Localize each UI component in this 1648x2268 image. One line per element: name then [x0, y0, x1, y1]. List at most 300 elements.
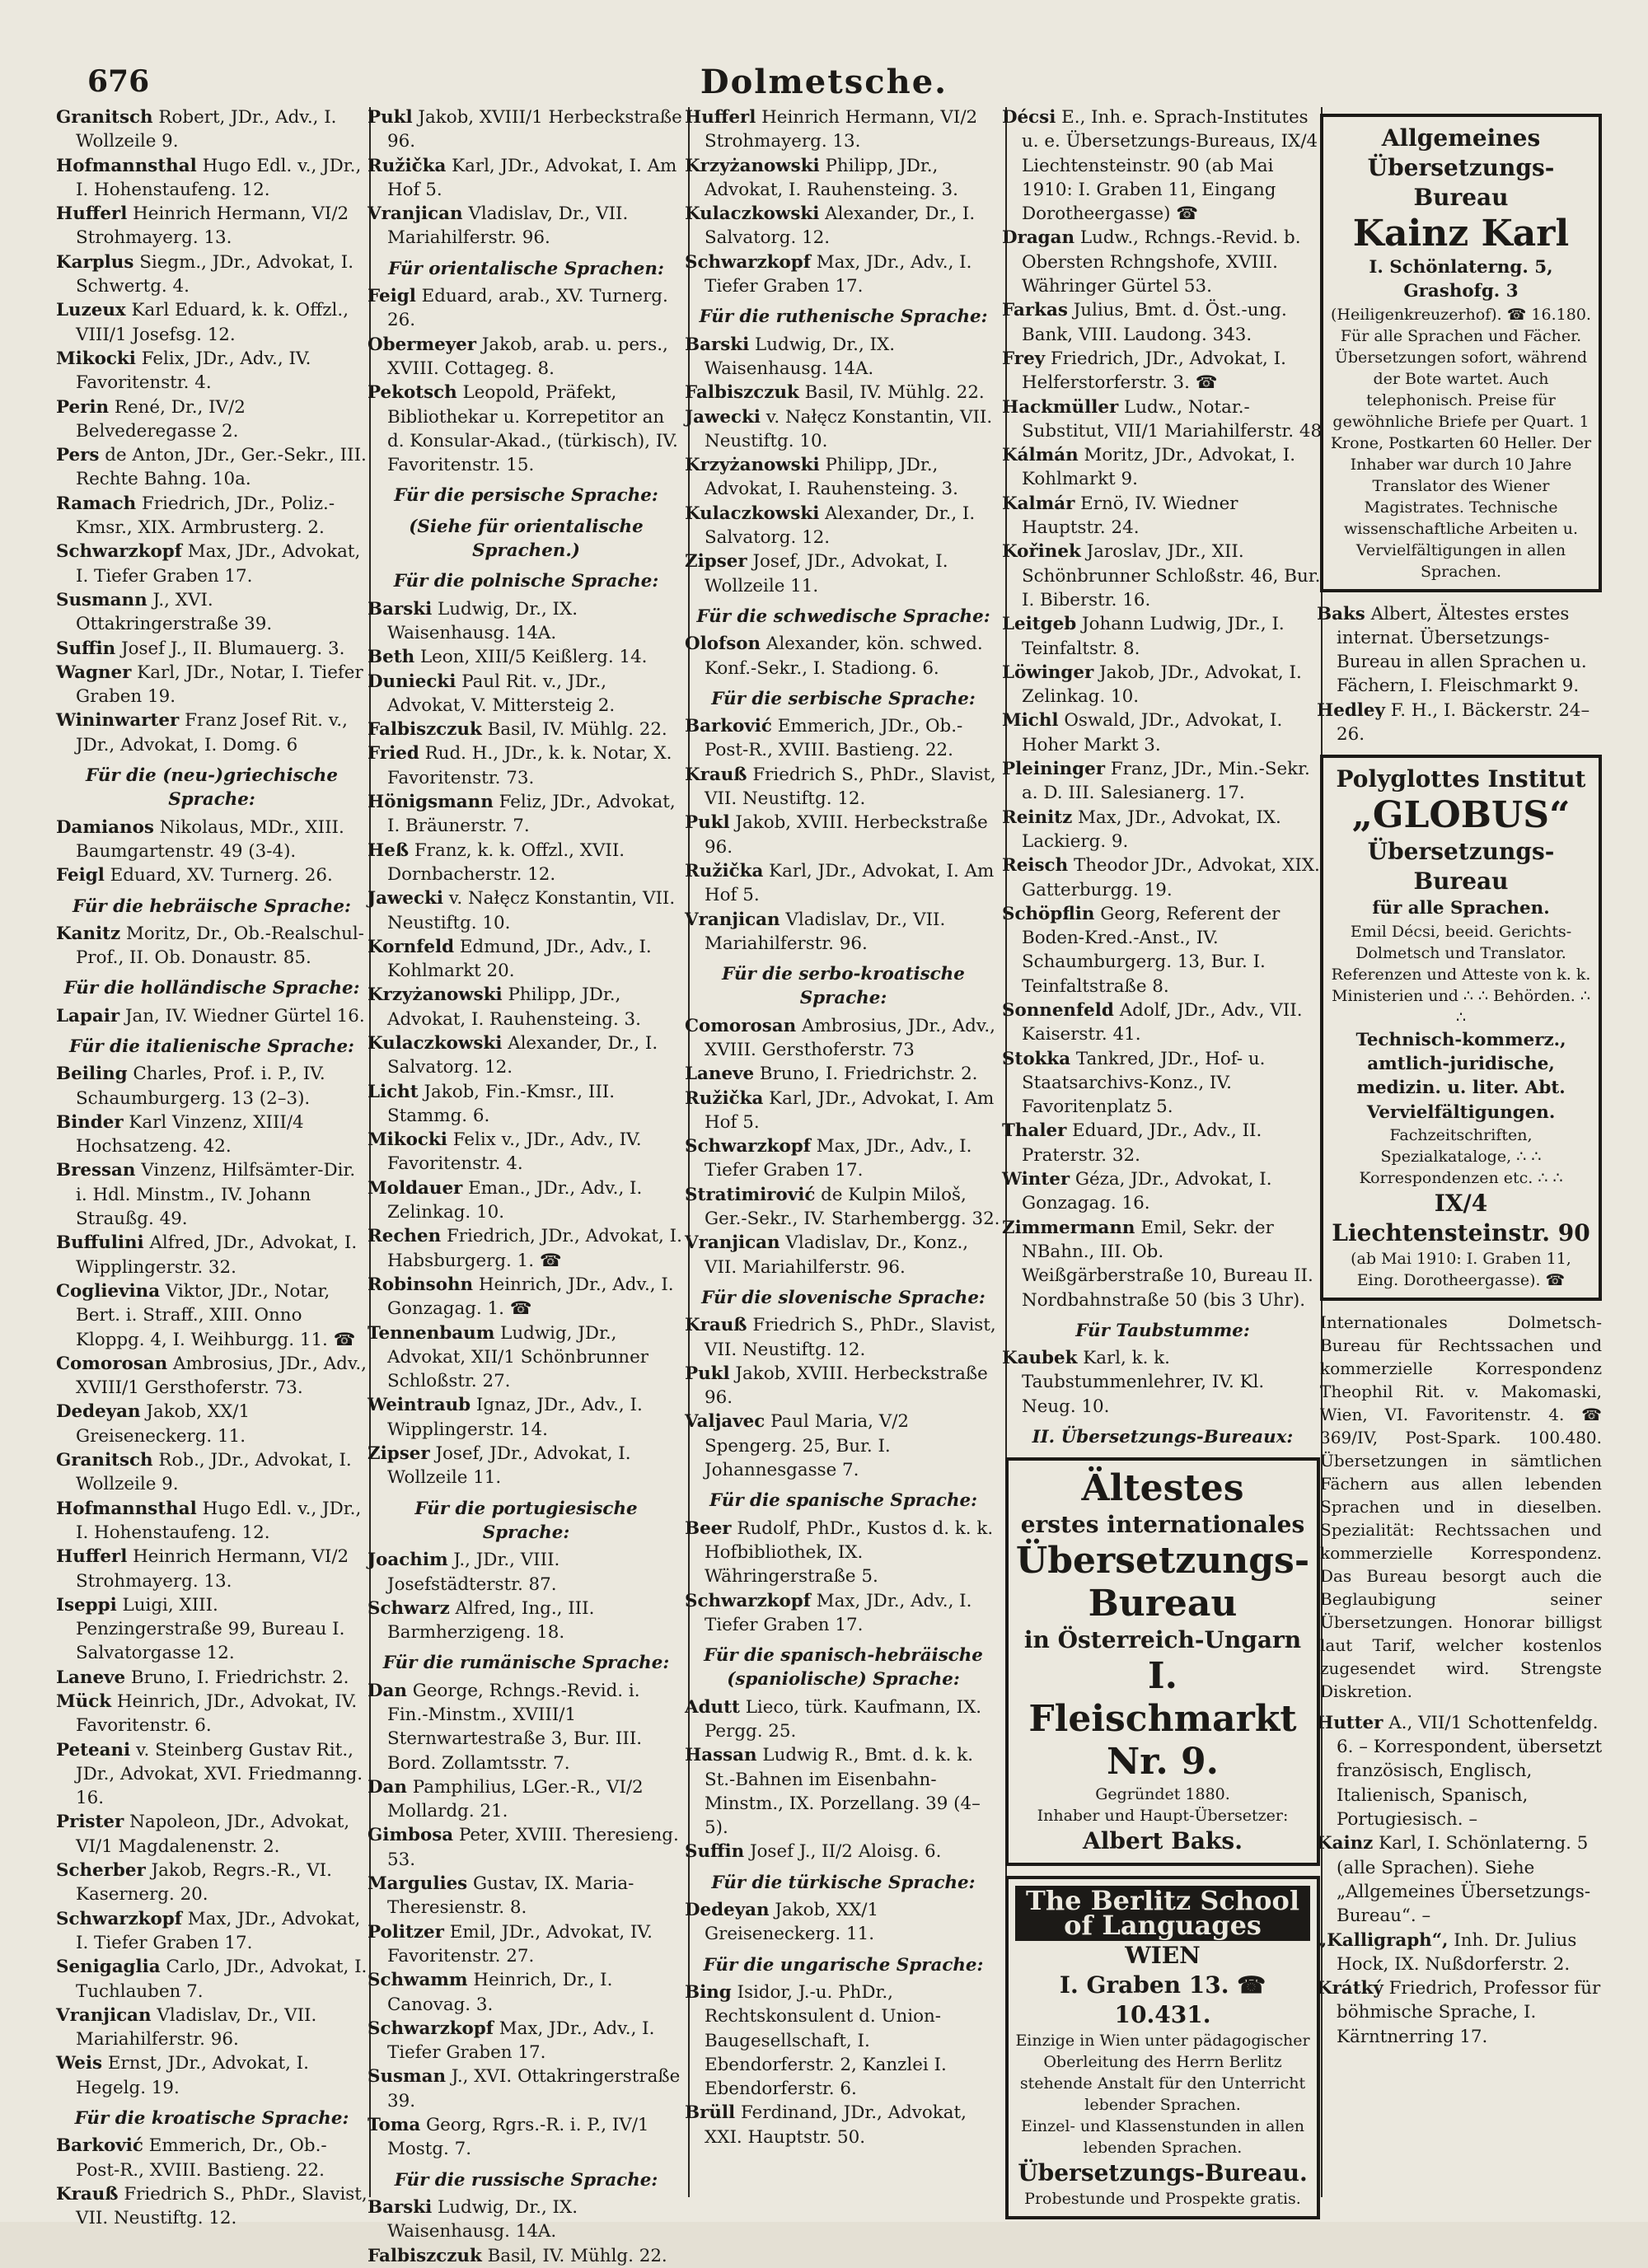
entry-name: Baks	[1317, 603, 1365, 624]
ad-line: Für alle Sprachen und Fächer. Übersetzungen sofort, während der Bote wartet. Auch telephonisch. Preise für gewöhnliche Briefe per Quart. 1 Krone, Postkarten 60 Heller. Der Inhaber war durch 10 Jahre Translator des Wiener Magistrates. Technische wissenschaftliche Arbeiten u. Vervielfältigungen in allen Sprachen.	[1330, 326, 1592, 581]
entry-detail: Oswald, JDr., Advokat, I. Hoher Markt 3.	[1022, 710, 1283, 755]
entry-name: Schwarzkopf	[368, 2018, 494, 2039]
entry-detail: Edmund, JDr., Adv., I. Kohlmarkt 20.	[387, 936, 652, 982]
advertisement-box	[1005, 1457, 1320, 1866]
entry-name: Weintraub	[368, 1395, 471, 1416]
entry-detail: Ludwig, Dr., IX. Waisenhausg. 14A.	[387, 598, 578, 643]
directory-entry	[1002, 902, 1323, 998]
entry-detail: Moritz, Dr., Ob.-Realschul-Prof., II. Ob. Donaustr. 85.	[76, 923, 364, 969]
section-heading: Für die russische Sprache:	[394, 2169, 658, 2191]
advertisement-box	[1005, 1876, 1320, 2219]
ad-line: Ältestes	[1081, 1467, 1244, 1510]
directory-entry	[1002, 708, 1323, 757]
directory-entry	[685, 1743, 1002, 1840]
entry-detail: Karl, JDr., Notar, I. Tiefer Graben 19.	[76, 662, 363, 708]
ad-line: erstes internationales	[1020, 1511, 1305, 1539]
entry-detail: Basil, IV. Mühlg. 22.	[487, 2245, 667, 2266]
entry-name: „Kalligraph“,	[1317, 1929, 1449, 1951]
entry-detail: Ludwig, JDr., Advokat, XII/1 Schönbrunner Schloßstr. 27.	[387, 1322, 648, 1392]
ad-line: Fachzeitschriften, Spezialkataloge, ∴ ∴ Korrespondenzen etc. ∴ ∴	[1359, 1125, 1563, 1187]
directory-entry	[1002, 1047, 1323, 1120]
ad-line: Technisch-kommerz., amtlich-juridische, medizin. u. liter. Abt.	[1355, 1029, 1566, 1099]
entry-name: Kulaczkowski	[685, 203, 820, 225]
entry-name: Ramach	[56, 493, 137, 514]
entry-detail: René, Dr., IV/2 Belvederegasse 2.	[76, 396, 246, 442]
entry-detail: Inh. Dr. Julius Hock, IX. Nußdorferstr. 2.	[1337, 1929, 1577, 1975]
directory-entry	[56, 1907, 368, 1956]
directory-entry	[368, 670, 685, 718]
directory-entry	[368, 1442, 685, 1490]
entry-name: Falbiszczuk	[685, 382, 799, 404]
directory-entry	[368, 1872, 685, 1920]
directory-entry	[56, 1231, 368, 1279]
ad-line: Einzel- und Klassenstunden in allen lebenden Sprachen.	[1020, 2116, 1305, 2157]
entry-name: Leitgeb	[1002, 614, 1077, 635]
entry-name: Politzer	[368, 1921, 444, 1943]
entry-name: Scherber	[56, 1860, 146, 1882]
entry-detail: Ernö, IV. Wiedner Hauptstr. 24.	[1022, 493, 1238, 539]
directory-entry	[1317, 1929, 1605, 1977]
directory-entry	[1002, 226, 1323, 298]
entry-detail: Friedrich S., PhDr., Slavist, VII. Neustiftg. 12.	[705, 1315, 996, 1360]
directory-entry	[368, 1597, 685, 1645]
directory-entry	[685, 714, 1002, 763]
directory-entry	[368, 333, 685, 381]
directory-entry	[56, 1859, 368, 1907]
entry-name: Margulies	[368, 1873, 468, 1895]
directory-entry	[368, 1273, 685, 1321]
entry-detail: Nikolaus, MDr., XIII. Baumgartenstr. 49 (3-4).	[76, 816, 344, 862]
entry-detail: Emmerich, Dr., Ob.-Post-R., XVIII. Bastieng. 22.	[76, 2135, 327, 2181]
section-heading: Für die serbo-kroatische Sprache:	[722, 964, 965, 1009]
entry-detail: Max, JDr., Adv., I. Tiefer Graben 17.	[705, 251, 972, 297]
section-heading: Für die persische Sprache:	[394, 485, 658, 507]
entry-name: Binder	[56, 1111, 124, 1133]
directory-entry	[368, 1775, 685, 1824]
directory-entry	[685, 1087, 1002, 1135]
entry-name: Robinsohn	[368, 1274, 474, 1295]
directory-entry	[685, 154, 1002, 203]
entry-detail: Rud. H., JDr., k. k. Notar, X. Favoritenstr. 73.	[387, 743, 672, 788]
entry-detail: Jan, IV. Wiedner Gürtel 16.	[124, 1005, 365, 1026]
entry-name: Mikocki	[56, 348, 136, 369]
entry-name: Mikocki	[368, 1129, 447, 1151]
entry-name: Suffin	[685, 1841, 745, 1863]
directory-entry	[685, 2101, 1002, 2149]
directory-entry	[685, 502, 1002, 550]
entry-detail: Georg, Rgrs.-R. i. P., IV/1 Mostg. 7.	[387, 2115, 649, 2160]
entry-detail: Heinrich, JDr., Advokat, IV. Favoritenstr. 6.	[76, 1691, 358, 1737]
directory-entry	[368, 105, 685, 154]
section-heading: Für die serbische Sprache:	[711, 688, 976, 709]
ad-line: WIEN	[1125, 1941, 1201, 1969]
entry-name: Reinitz	[1002, 807, 1073, 828]
entry-name: Beiling	[56, 1064, 128, 1085]
entry-detail: Emil, Sekr. der NBahn., III. Ob. Weißgärberstraße 10, Bureau II. Nordbahnstraße 50 (bis 3 Uhr).	[1022, 1217, 1313, 1311]
entry-detail: Rob., JDr., Advokat, I. Wollzeile 9.	[76, 1450, 352, 1495]
entry-detail: Friedrich, Professor für böhmische Sprache, I. Kärntnerring 17.	[1337, 1978, 1601, 2047]
ad-line: Albert Baks.	[1083, 1827, 1243, 1855]
entry-name: Kulaczkowski	[685, 503, 820, 524]
directory-entry	[368, 2065, 685, 2113]
entry-name: Löwinger	[1002, 662, 1094, 683]
directory-entry	[56, 1955, 368, 2004]
directory-entry	[685, 1898, 1002, 1947]
section-note: (Siehe für orientalische Sprachen.)	[409, 516, 644, 562]
entry-name: Schwarzkopf	[685, 1136, 811, 1157]
directory-entry	[56, 540, 368, 588]
entry-name: Beth	[368, 647, 415, 668]
directory-entry	[368, 1128, 685, 1176]
entry-detail: Vladislav, Dr., Konz., VII. Mariahilferstr. 96.	[705, 1232, 969, 1278]
entry-detail: Vinzenz, Hilfsämter-Dir. i. Hdl. Minstm., IV. Johann Straußg. 49.	[76, 1160, 356, 1230]
directory-entry	[1317, 699, 1605, 747]
entry-detail: Friedrich, JDr., Advokat, I. Habsburgerg. 1. ☎	[387, 1226, 682, 1271]
entry-name: Pukl	[685, 1363, 730, 1384]
entry-detail: de Kulpin Miloš, Ger.-Sekr., IV. Starhembergg. 32.	[705, 1184, 1000, 1230]
ad-line: Inhaber und Haupt-Übersetzer:	[1037, 1807, 1289, 1826]
section-heading: Für die rumänische Sprache:	[382, 1653, 670, 1674]
entry-detail: Jakob, XVIII. Herbeckstraße 96.	[705, 1363, 988, 1409]
directory-entry	[368, 1224, 685, 1273]
entry-detail: Franz, JDr., Min.-Sekr. a. D. III. Salesianerg. 17.	[1022, 759, 1310, 804]
directory-entry	[56, 922, 368, 970]
entry-name: Reisch	[1002, 855, 1069, 877]
entry-name: Kalmár	[1002, 493, 1075, 514]
entry-detail: Josef, JDr., Advokat, I. Wollzeile 11.	[387, 1443, 631, 1489]
entry-name: Ružička	[685, 1087, 764, 1109]
directory-entry	[685, 1589, 1002, 1638]
entry-detail: Luigi, XIII. Penzingerstraße 99, Bureau I. Salvatorgasse 12.	[76, 1594, 345, 1664]
entry-name: Granitsch	[56, 1450, 153, 1471]
directory-entry	[368, 381, 685, 477]
entry-detail: Friedrich, JDr., Poliz.-Kmsr., XIX. Armbrusterg. 2.	[76, 493, 335, 539]
directory-entry	[685, 250, 1002, 299]
entry-name: Jawecki	[368, 888, 443, 910]
directory-entry	[685, 1313, 1002, 1362]
section-heading: Für die kroatische Sprache:	[74, 2108, 349, 2130]
entry-detail: Alexander, Dr., I. Salvatorg. 12.	[387, 1032, 658, 1078]
entry-detail: Hugo Edl. v., JDr., I. Hohenstaufeng. 12.	[76, 155, 362, 200]
entry-name: Laneve	[685, 1064, 755, 1085]
directory-entry	[368, 718, 685, 741]
entry-detail: Ignaz, JDr., Adv., I. Wipplingerstr. 14.	[387, 1395, 643, 1440]
directory-entry	[685, 1980, 1002, 2101]
entry-detail: Basil, IV. Mühlg. 22.	[487, 719, 667, 741]
entry-detail: Karl Vinzenz, XIII/4 Hochsatzeng. 42.	[76, 1111, 304, 1157]
entry-detail: Karl, JDr., Advokat, I. Am Hof 5.	[387, 155, 677, 200]
entry-detail: Ferdinand, JDr., Advokat, XXI. Hauptstr. 50.	[705, 2102, 967, 2148]
entry-detail: Adolf, JDr., Adv., VII. Kaiserstr. 41.	[1022, 999, 1303, 1045]
entry-name: Falbiszczuk	[368, 2245, 482, 2266]
entry-detail: Max, JDr., Advokat, I. Tiefer Graben 17.	[76, 1908, 361, 1953]
entry-name: Décsi	[1002, 107, 1056, 128]
entry-detail: Eduard, XV. Turnerg. 26.	[110, 865, 333, 886]
directory-entry	[56, 250, 368, 299]
directory-entry	[56, 588, 368, 637]
entry-name: Sonnenfeld	[1002, 999, 1114, 1021]
directory-entry	[685, 333, 1002, 381]
entry-name: Duniecki	[368, 671, 456, 692]
entry-detail: Isidor, J.-u. PhDr., Rechtskonsulent d. Union-Baugesellschaft, I. Ebendorferstr. 2, Kanzlei I. Ebendorferstr. 6.	[705, 1981, 947, 2100]
section-heading: Für die ruthenische Sprache:	[699, 306, 988, 328]
entry-name: Schöpflin	[1002, 903, 1095, 924]
entry-name: Comorosan	[685, 1015, 797, 1036]
entry-name: Hackmüller	[1002, 396, 1119, 418]
entry-detail: Josef J., II/2 Aloisg. 6.	[750, 1841, 942, 1863]
entry-detail: Theodor JDr., Advokat, XIX. Gatterburgg. 19.	[1022, 855, 1320, 900]
ad-line: Vervielfältigungen.	[1366, 1101, 1556, 1123]
entry-name: Hufferl	[685, 107, 756, 128]
entry-name: Zipser	[685, 551, 747, 573]
entry-detail: Karl, JDr., Advokat, I. Am Hof 5.	[705, 860, 995, 906]
directory-entry	[368, 1080, 685, 1129]
column-4	[1002, 105, 1323, 2208]
entry-detail: Vladislav, Dr., VII. Mariahilferstr. 96.	[705, 909, 946, 954]
entry-name: Rechen	[368, 1226, 442, 1247]
directory-entry	[56, 863, 368, 887]
entry-name: Coglievina	[56, 1280, 161, 1302]
entry-detail: Paul Maria, V/2 Spengerg. 25, Bur. I. Johannesgasse 7.	[705, 1411, 910, 1481]
entry-detail: Felix, JDr., Adv., IV. Favoritenstr. 4.	[76, 348, 311, 394]
directory-entry	[56, 1738, 368, 1811]
directory-entry	[1002, 806, 1323, 854]
directory-entry	[368, 983, 685, 1031]
entry-name: Krauß	[685, 1315, 747, 1336]
directory-entry	[685, 1840, 1002, 1864]
entry-detail: Ludwig, Dr., IX. Waisenhausg. 14A.	[387, 2196, 578, 2242]
section-heading: Für Taubstumme:	[1075, 1320, 1250, 1341]
directory-entry	[1002, 298, 1323, 347]
entry-detail: Carlo, JDr., Advokat, I. Tuchlauben 7.	[76, 1957, 368, 2002]
entry-detail: Alfred, JDr., Advokat, I. Wipplingerstr. 32.	[76, 1232, 358, 1278]
entry-detail: Bruno, I. Friedrichstr. 2.	[130, 1667, 349, 1688]
entry-detail: Alexander, Dr., I. Salvatorg. 12.	[705, 203, 976, 249]
entry-name: Hofmannsthal	[56, 155, 197, 176]
entry-name: Hassan	[685, 1745, 757, 1766]
ad-paragraph: Internationales Dolmetsch-Bureau für Rechtssachen und kommerzielle Korrespondenz Theophil Rit. v. Makomaski, Wien, VI. Favoritenstr. 4. ☎ 369/IV, Post-Spark. 100.480. Übersetzungen in sämtlichen Fächern aus allen lebenden Sprachen und in dieselben. Spezialität: Rechtssachen und kommerzielle Korrespondenz. Das Bureau besorgt auch die Beglaubigung seiner Übersetzungen. Honorar billigst laut Tarif, welcher kostenlos zugesendet wird. Strengste Diskretion.	[1320, 1312, 1602, 1701]
entry-name: Fried	[368, 743, 419, 765]
entry-name: Kálmán	[1002, 445, 1079, 466]
entry-name: Gimbosa	[368, 1825, 454, 1846]
entry-detail: Heinrich Hermann, VI/2 Strohmayerg. 13.	[76, 203, 349, 249]
entry-name: Olofson	[685, 634, 761, 655]
entry-name: Frey	[1002, 348, 1046, 369]
entry-detail: de Anton, JDr., Ger.-Sekr., III. Rechte Bahng. 10a.	[76, 445, 367, 490]
entry-name: Bing	[685, 1981, 732, 2003]
entry-detail: Vladislav, Dr., VII. Mariahilferstr. 96.	[76, 2004, 317, 2051]
entry-detail: v. Nałęcz Konstantin, VII. Neustiftg. 10.	[705, 406, 993, 451]
entry-detail: Tankred, JDr., Hof- u. Staatsarchivs-Konz., IV. Favoritenplatz 5.	[1022, 1048, 1266, 1118]
ad-line: Übersetzungs-Bureau	[1367, 838, 1555, 896]
directory-entry	[56, 1352, 368, 1401]
entry-name: Dan	[368, 1776, 407, 1798]
directory-entry	[56, 1545, 368, 1593]
directory-entry	[1317, 602, 1605, 699]
entry-detail: Basil, IV. Mühlg. 22.	[804, 382, 985, 404]
entry-name: Tennenbaum	[368, 1322, 495, 1344]
entry-detail: Ambrosius, JDr., Adv., XVIII. Gersthoferstr. 73	[705, 1015, 995, 1060]
directory-entry	[368, 935, 685, 984]
entry-name: Hufferl	[56, 1546, 128, 1568]
entry-name: Buffulini	[56, 1232, 144, 1254]
directory-entry	[56, 443, 368, 492]
directory-entry	[1002, 395, 1323, 444]
directory-entry	[1317, 1831, 1605, 1928]
entry-name: Pleininger	[1002, 759, 1106, 780]
entry-detail: Max, JDr., Adv., I. Tiefer Graben 17.	[387, 2018, 655, 2064]
entry-detail: Jakob, JDr., Advokat, I. Zelinkag. 10.	[1022, 662, 1302, 708]
entry-detail: Philipp, JDr., Advokat, I. Rauhensteing. 3.	[705, 155, 958, 200]
entry-detail: Jakob, XVIII. Herbeckstraße 96.	[705, 812, 988, 858]
entry-name: Michl	[1002, 710, 1059, 732]
directory-entry	[685, 202, 1002, 250]
entry-detail: Jakob, XVIII/1 Herbeckstraße 96.	[387, 107, 682, 152]
directory-entry	[56, 298, 368, 347]
entry-detail: Feliz, JDr., Advokat, I. Bräunerstr. 7.	[387, 792, 676, 837]
entry-name: Comorosan	[56, 1353, 168, 1374]
section-heading: Für die polnische Sprache:	[393, 571, 659, 592]
entry-detail: Heinrich, JDr., Adv., I. Gonzagag. 1. ☎	[387, 1274, 674, 1320]
entry-name: Granitsch	[56, 107, 153, 128]
entry-name: Hönigsmann	[368, 792, 494, 813]
entry-name: Lapair	[56, 1005, 120, 1026]
directory-entry	[1002, 998, 1323, 1047]
directory-entry	[685, 1695, 1002, 1744]
directory-entry	[685, 1362, 1002, 1410]
entry-detail: George, Rchngs.-Revid. i. Fin.-Minstm., XVIII/1 Sternwartestraße 3, Bur. III. Bord. Zollamtsstr. 7.	[387, 1680, 643, 1774]
directory-entry	[1002, 1216, 1323, 1312]
entry-detail: Vladislav, Dr., VII. Mariahilferstr. 96.	[387, 203, 629, 249]
entry-name: Hofmannsthal	[56, 1498, 197, 1519]
directory-entry	[685, 453, 1002, 502]
directory-entry	[685, 549, 1002, 598]
ad-line: Emil Décsi, beeid. Gerichts-Dolmetsch und Translator.	[1350, 922, 1572, 962]
directory-entry	[56, 395, 368, 444]
directory-entry	[685, 1134, 1002, 1183]
entry-name: Vranjican	[685, 909, 780, 930]
column-5	[1317, 105, 1605, 2189]
directory-entry	[1002, 347, 1323, 395]
section-heading: Für die italienische Sprache:	[69, 1036, 354, 1057]
entry-name: Dedeyan	[685, 1900, 770, 1921]
directory-entry	[1002, 612, 1323, 661]
entry-name: Prister	[56, 1812, 124, 1833]
entry-detail: Jaroslav, JDr., XII. Schönbrunner Schloßstr. 46, Bur. I. Biberstr. 16.	[1022, 541, 1321, 610]
entry-name: Wininwarter	[56, 710, 180, 732]
directory-entry	[56, 2182, 368, 2231]
entry-detail: Johann Ludwig, JDr., I. Teinfaltstr. 8.	[1022, 614, 1285, 659]
directory-entry	[56, 1810, 368, 1859]
entry-detail: J., JDr., VIII. Josefstädterstr. 87.	[387, 1550, 560, 1595]
directory-entry	[685, 1062, 1002, 1086]
entry-detail: Franz, k. k. Offzl., XVII. Dornbacherstr. 12.	[387, 839, 625, 885]
ad-line: (Heiligenkreuzerhof). ☎ 16.180.	[1331, 305, 1591, 324]
directory-entry	[56, 1448, 368, 1497]
entry-name: Kaubek	[1002, 1348, 1078, 1369]
entry-name: Vranjican	[368, 203, 463, 225]
directory-entry	[685, 632, 1002, 680]
entry-name: Kořinek	[1002, 541, 1081, 563]
entry-name: Krauß	[685, 764, 747, 785]
page-number: 676	[87, 64, 150, 99]
entry-detail: J., XVI. Ottakringerstraße 39.	[76, 589, 273, 635]
entry-detail: Géza, JDr., Advokat, I. Gonzagag. 16.	[1022, 1169, 1272, 1214]
entry-detail: E., Inh. e. Sprach-Institutes u. e. Übersetzungs-Bureaus, IX/4 Liechtensteinstr. 90 (ab Mai 1910: I. Graben 11, Eingang Dorotheergasse) ☎	[1022, 107, 1318, 225]
entry-detail: Heinrich Hermann, VI/2 Strohmayerg. 13.	[76, 1546, 349, 1592]
ad-line: in Österreich-Ungarn	[1023, 1626, 1302, 1654]
entry-name: Dan	[368, 1680, 407, 1701]
directory-entry	[685, 1517, 1002, 1589]
ad-line: I. Fleischmarkt Nr. 9.	[1028, 1655, 1297, 1784]
entry-name: Obermeyer	[368, 334, 477, 355]
entry-detail: v. Steinberg Gustav Rit., JDr., Advokat, XVI. Friedmanng. 16.	[76, 1739, 363, 1809]
directory-entry	[685, 1183, 1002, 1232]
entry-detail: Emmerich, JDr., Ob.-Post-R., XVIII. Bastieng. 22.	[705, 716, 963, 761]
directory-entry	[368, 2244, 685, 2268]
entry-detail: J., XVI. Ottakringerstraße 39.	[387, 2066, 681, 2111]
directory-entry	[368, 2196, 685, 2244]
entry-detail: Max, JDr., Advokat, IX. Lackierg. 9.	[1022, 807, 1281, 852]
entry-name: Schwarz	[368, 1597, 450, 1619]
entry-detail: Friedrich, JDr., Advokat, I. Helferstorferstr. 3. ☎	[1022, 348, 1286, 394]
entry-name: Krátký	[1317, 1978, 1383, 1999]
entry-detail: Ludwig, Dr., IX. Waisenhausg. 14A.	[705, 334, 896, 379]
entry-detail: Hugo Edl. v., JDr., I. Hohenstaufeng. 12.	[76, 1498, 362, 1543]
entry-detail: Karl, JDr., Advokat, I. Am Hof 5.	[705, 1087, 995, 1133]
entry-name: Pukl	[685, 812, 730, 834]
directory-entry	[368, 284, 685, 333]
section-heading: Für die ungarische Sprache:	[703, 1954, 984, 1976]
directory-entry	[685, 1014, 1002, 1063]
directory-entry	[368, 1920, 685, 1969]
entry-detail: Peter, XVIII. Theresieng. 53.	[387, 1825, 679, 1870]
directory-entry	[56, 1004, 368, 1028]
entry-name: Vranjican	[56, 2004, 152, 2026]
entry-detail: Josef J., II. Blumauerg. 3.	[121, 638, 345, 659]
entry-name: Pukl	[368, 107, 413, 128]
entry-name: Beer	[685, 1517, 732, 1539]
ad-line: Polyglottes Institut	[1336, 765, 1586, 793]
entry-name: Barković	[685, 716, 772, 737]
directory-entry	[368, 1679, 685, 1775]
directory-entry	[56, 1690, 368, 1738]
entry-detail: Charles, Prof. i. P., IV. Schaumburgerg. 13 (2–3).	[76, 1064, 325, 1109]
entry-name: Zipser	[368, 1443, 430, 1465]
directory-entry	[56, 347, 368, 395]
ad-line: Einzige in Wien unter pädagogischer Oberleitung des Herrn Berlitz stehende Anstalt für den Unterricht lebender Sprachen.	[1015, 2031, 1310, 2114]
entry-detail: Philipp, JDr., Advokat, I. Rauhensteing. 3.	[387, 984, 641, 1030]
directory-entry	[368, 1321, 685, 1394]
entry-detail: Ludw., Notar.-Substitut, VII/1 Mariahilferstr. 48	[1022, 396, 1323, 442]
directory-entry	[1002, 757, 1323, 806]
entry-name: Winter	[1002, 1169, 1070, 1190]
entry-name: Farkas	[1002, 300, 1068, 321]
advertisement-box	[1320, 114, 1602, 592]
directory-entry	[56, 1666, 368, 1690]
entry-name: Feigl	[56, 865, 105, 886]
entry-detail: Josef, JDr., Advokat, I. Wollzeile 11.	[705, 551, 948, 596]
entry-name: Schwarzkopf	[685, 1590, 811, 1611]
entry-name: Iseppi	[56, 1594, 117, 1616]
entry-name: Kulaczkowski	[368, 1032, 503, 1054]
directory-entry	[685, 1410, 1002, 1482]
ad-line: Übersetzungs-Bureau.	[1018, 2158, 1308, 2186]
section-heading: Für die hebräische Sprache:	[73, 896, 351, 917]
ad-line: Probestunde und Prospekte gratis.	[1024, 2189, 1301, 2208]
directory-entry	[1317, 1976, 1605, 2049]
section-heading: II. Übersetzungs-Bureaux:	[1032, 1427, 1294, 1448]
